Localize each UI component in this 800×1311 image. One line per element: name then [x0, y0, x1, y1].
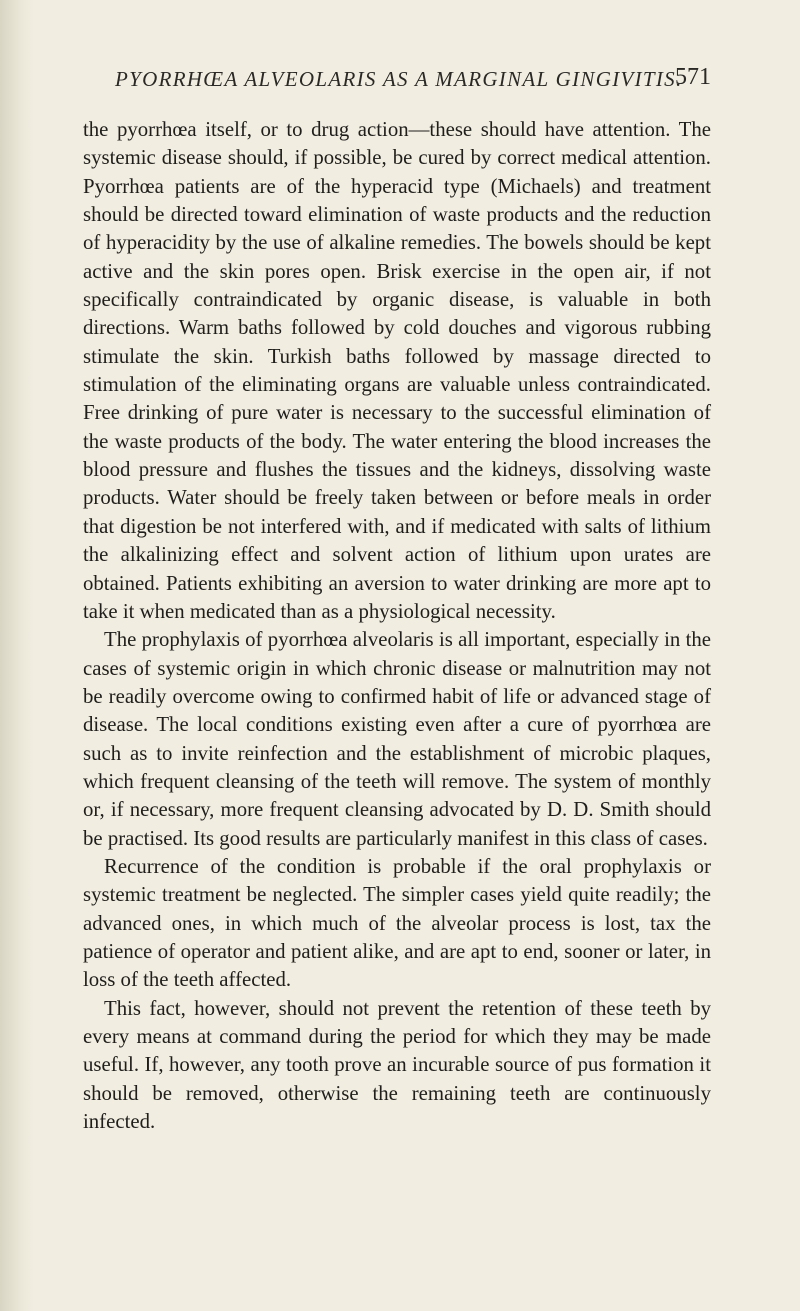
book-page: [83, 64, 711, 1136]
page-gutter-shadow: [0, 0, 34, 1311]
running-title: PYORRHŒA ALVEOLARIS AS A MARGINAL GINGIVITIS.: [115, 67, 683, 91]
page-number: 571: [675, 64, 711, 90]
running-head: [83, 64, 711, 96]
paragraph-recurrence: Recurrence of the condition is probable if the oral prophylaxis or systemic treatment be neglected. The simpler cases yield quite readily; the advanced ones, in which much of the alveolar process is lost, tax the patience of operator and patient alike, and are apt to end, sooner or later, in loss of the teeth affected.: [83, 854, 711, 992]
body-text: [83, 116, 711, 1136]
paragraph-prophylaxis: The prophylaxis of pyorrhœa alveolaris is all important, especially in the cases of systemic origin in which chronic disease or malnutrition may not be readily overcome owing to confirmed habit of life or advanced stage of disease. The local conditions existing even after a cure of pyorrhœa are such as to invite reinfection and the establishment of microbic plaques, which frequent cleansing of the teeth will remove. The system of monthly or, if necessary, more frequent cleansing advocated by D. D. Smith should be practised. Its good results are particularly manifest in this class of cases.: [83, 628, 711, 850]
paragraph-tooth-retention: This fact, however, should not prevent the retention of these teeth by every means at command during the period for which they may be made useful. If, however, any tooth prove an incurable source of pus formation it should be removed, otherwise the remaining teeth are continuously infected.: [83, 996, 711, 1134]
paragraph-treatment-continued: the pyorrhœa itself, or to drug action—these should have attention. The systemic disease should, if possible, be cured by correct medical attention. Pyorrhœa patients are of the hyperacid type (Michaels) and treatment should be directed toward elimination of waste products and the reduction of hyperacidity by the use of alkaline remedies. The bowels should be kept active and the skin pores open. Brisk exercise in the open air, if not specifically contraindicated by organic disease, is valuable in both directions. Warm baths followed by cold douches and vigorous rubbing stimulate the skin. Turkish baths followed by massage directed to stimulation of the eliminating organs are valuable unless contraindicated. Free drinking of pure water is necessary to the successful elimination of the waste products of the body. The water entering the blood increases the blood pressure and flushes the tissues and the kidneys, dissolving waste products. Water should be freely taken between or before meals in order that digestion be not interfered with, and if medicated with salts of lithium the alkalinizing effect and solvent action of lithium upon urates are obtained. Patients exhibiting an aversion to water drinking are more apt to take it when medicated than as a physiological necessity.: [83, 118, 711, 623]
